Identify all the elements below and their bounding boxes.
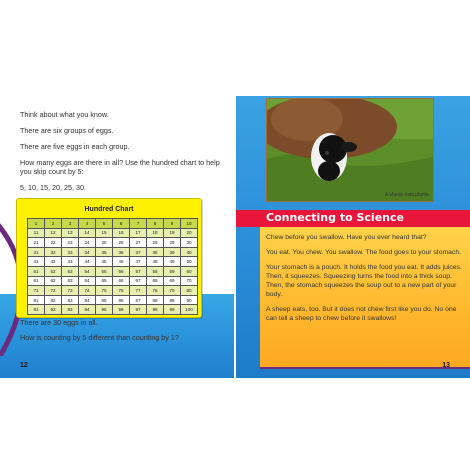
hundred-chart-cell: 93 — [62, 305, 79, 315]
hundred-chart-cell: 17 — [130, 228, 147, 238]
science-banner — [236, 210, 470, 227]
hundred-chart-cell: 64 — [79, 276, 96, 286]
hundred-chart-cell: 66 — [113, 276, 130, 286]
hundred-chart-cell: 3 — [62, 219, 79, 229]
paragraph: 5, 10, 15, 20, 25, 30. — [20, 183, 86, 192]
paragraph: How many eggs are there in all? Use the hundred chart to help you skip count by 5: — [20, 158, 220, 176]
sheep-photo — [266, 98, 434, 202]
hundred-chart-cell: 96 — [113, 305, 130, 315]
science-text — [266, 233, 464, 329]
hundred-chart-cell: 48 — [147, 257, 164, 267]
hundred-chart-cell: 1 — [28, 219, 45, 229]
hundred-chart-cell: 29 — [164, 238, 181, 248]
hundred-chart-cell: 87 — [130, 295, 147, 305]
hundred-chart-cell: 15 — [96, 228, 113, 238]
paragraph: Chew before you swallow. Have you ever heard that? — [266, 234, 427, 241]
hundred-chart-cell: 42 — [45, 257, 62, 267]
hundred-chart-cell: 45 — [96, 257, 113, 267]
hundred-chart-cell: 70 — [181, 276, 198, 286]
hundred-chart-cell: 36 — [113, 247, 130, 257]
hundred-chart-cell: 46 — [113, 257, 130, 267]
hundred-chart-cell: 67 — [130, 276, 147, 286]
hundred-chart-cell: 38 — [147, 247, 164, 257]
hundred-chart-cell: 78 — [147, 286, 164, 296]
paragraph: There are 30 eggs in all. — [20, 318, 98, 327]
hundred-chart-row — [28, 238, 198, 248]
hundred-chart-cell: 14 — [79, 228, 96, 238]
left-page-bottom-text — [20, 318, 220, 348]
hundred-chart-cell: 11 — [28, 228, 45, 238]
hundred-chart-cell: 24 — [79, 238, 96, 248]
hundred-chart-cell: 55 — [96, 266, 113, 276]
hundred-chart-row — [28, 276, 198, 286]
hundred-chart-cell: 56 — [113, 266, 130, 276]
hundred-chart-row — [28, 286, 198, 296]
hundred-chart-cell: 28 — [147, 238, 164, 248]
left-page-text — [20, 110, 220, 199]
hundred-chart-cell: 9 — [164, 219, 181, 229]
hundred-chart-cell: 61 — [28, 276, 45, 286]
hundred-chart-cell: 32 — [45, 247, 62, 257]
hundred-chart-cell: 71 — [28, 286, 45, 296]
hundred-chart-cell: 89 — [164, 295, 181, 305]
hundred-chart-cell: 27 — [130, 238, 147, 248]
hundred-chart-cell: 23 — [62, 238, 79, 248]
hundred-chart-cell: 21 — [28, 238, 45, 248]
book-spread — [0, 96, 470, 378]
hundred-chart-cell: 31 — [28, 247, 45, 257]
sheep-illustration — [267, 99, 433, 201]
hundred-chart-cell: 60 — [181, 266, 198, 276]
hundred-chart-cell: 57 — [130, 266, 147, 276]
hundred-chart-cell: 53 — [62, 266, 79, 276]
hundred-chart-cell: 16 — [113, 228, 130, 238]
hundred-chart-cell: 80 — [181, 286, 198, 296]
hundred-chart-cell: 35 — [96, 247, 113, 257]
hundred-chart-cell: 49 — [164, 257, 181, 267]
hundred-chart-cell: 94 — [79, 305, 96, 315]
hundred-chart-cell: 100 — [181, 305, 198, 315]
hundred-chart-cell: 51 — [28, 266, 45, 276]
hundred-chart-cell: 82 — [45, 295, 62, 305]
hundred-chart-cell: 30 — [181, 238, 198, 248]
left-page — [0, 96, 234, 378]
hundred-chart-cell: 77 — [130, 286, 147, 296]
paragraph: A sheep eats, too. But it does not chew first like you do. No one can tell a sheep to chew before it swallows! — [266, 306, 457, 322]
hundred-chart-cell: 13 — [62, 228, 79, 238]
hundred-chart-cell: 97 — [130, 305, 147, 315]
hundred-chart-row — [28, 247, 198, 257]
hundred-chart-cell: 44 — [79, 257, 96, 267]
hundred-chart-cell: 19 — [164, 228, 181, 238]
hundred-chart-cell: 86 — [113, 295, 130, 305]
hundred-chart-row — [28, 266, 198, 276]
hundred-chart-cell: 8 — [147, 219, 164, 229]
right-page — [236, 96, 470, 378]
hundred-chart-cell: 40 — [181, 247, 198, 257]
hundred-chart-cell: 54 — [79, 266, 96, 276]
page-number-right: 13 — [442, 362, 450, 369]
hundred-chart-cell: 88 — [147, 295, 164, 305]
hundred-chart-cell: 81 — [28, 295, 45, 305]
hundred-chart-cell: 95 — [96, 305, 113, 315]
paragraph: Your stomach is a pouch. It holds the food you eat. It adds juices. Then, it squeezes. Squeezing turns the food into a thick soup. Then, the stomach squeezes the soup out to a new part of your body. — [266, 264, 462, 298]
hundred-chart-cell: 76 — [113, 286, 130, 296]
hundred-chart-cell: 47 — [130, 257, 147, 267]
paragraph: You eat. You chew. You swallow. The food goes to your stomach. — [266, 249, 461, 256]
hundred-chart-cell: 33 — [62, 247, 79, 257]
hundred-chart-cell: 22 — [45, 238, 62, 248]
hundred-chart-cell: 2 — [45, 219, 62, 229]
hundred-chart-cell: 39 — [164, 247, 181, 257]
hundred-chart-cell: 18 — [147, 228, 164, 238]
hundred-chart-cell: 75 — [96, 286, 113, 296]
hundred-chart-cell: 63 — [62, 276, 79, 286]
hundred-chart-cell: 58 — [147, 266, 164, 276]
hundred-chart-cell: 25 — [96, 238, 113, 248]
hundred-chart-cell: 73 — [62, 286, 79, 296]
paragraph: Think about what you know. — [20, 110, 109, 119]
science-text-card — [260, 227, 470, 369]
hundred-chart-cell: 65 — [96, 276, 113, 286]
hundred-chart-cell: 10 — [181, 219, 198, 229]
paragraph: There are five eggs in each group. — [20, 142, 130, 151]
hundred-chart-cell: 91 — [28, 305, 45, 315]
hundred-chart-cell: 62 — [45, 276, 62, 286]
hundred-chart-cell: 84 — [79, 295, 96, 305]
hundred-chart-cell: 34 — [79, 247, 96, 257]
hundred-chart-cell: 72 — [45, 286, 62, 296]
hundred-chart-row — [28, 305, 198, 315]
hundred-chart-cell: 99 — [164, 305, 181, 315]
hundred-chart-cell: 7 — [130, 219, 147, 229]
hundred-chart-cell: 69 — [164, 276, 181, 286]
hundred-chart-cell: 20 — [181, 228, 198, 238]
hundred-chart-cell: 26 — [113, 238, 130, 248]
hundred-chart-row — [28, 228, 198, 238]
hundred-chart-cell: 79 — [164, 286, 181, 296]
hundred-chart-cell: 43 — [62, 257, 79, 267]
hundred-chart-cell: 37 — [130, 247, 147, 257]
hundred-chart-cell: 5 — [96, 219, 113, 229]
hundred-chart-cell: 50 — [181, 257, 198, 267]
hundred-chart-cell: 90 — [181, 295, 198, 305]
hundred-chart-cell: 52 — [45, 266, 62, 276]
hundred-chart-cell: 98 — [147, 305, 164, 315]
hundred-chart-cell: 83 — [62, 295, 79, 305]
hundred-chart-cell: 4 — [79, 219, 96, 229]
hundred-chart-cell: 85 — [96, 295, 113, 305]
hundred-chart-cell: 92 — [45, 305, 62, 315]
hundred-chart-grid — [27, 218, 198, 315]
hundred-chart-cell: 6 — [113, 219, 130, 229]
hundred-chart-row — [28, 295, 198, 305]
hundred-chart-card — [16, 198, 202, 318]
paragraph: There are six groups of eggs. — [20, 126, 114, 135]
page-number-left: 12 — [20, 362, 28, 369]
hundred-chart-cell: 68 — [147, 276, 164, 286]
hundred-chart-cell: 12 — [45, 228, 62, 238]
photo-caption: A sheep eats plants. — [384, 192, 430, 198]
hundred-chart-cell: 59 — [164, 266, 181, 276]
hundred-chart-cell: 74 — [79, 286, 96, 296]
paragraph: How is counting by 5 different than counting by 1? — [20, 333, 179, 342]
science-banner-title: Connecting to Science — [266, 211, 404, 224]
hundred-chart-cell: 41 — [28, 257, 45, 267]
hundred-chart-title: Hundred Chart — [84, 206, 134, 213]
hundred-chart-row — [28, 219, 198, 229]
hundred-chart-row — [28, 257, 198, 267]
